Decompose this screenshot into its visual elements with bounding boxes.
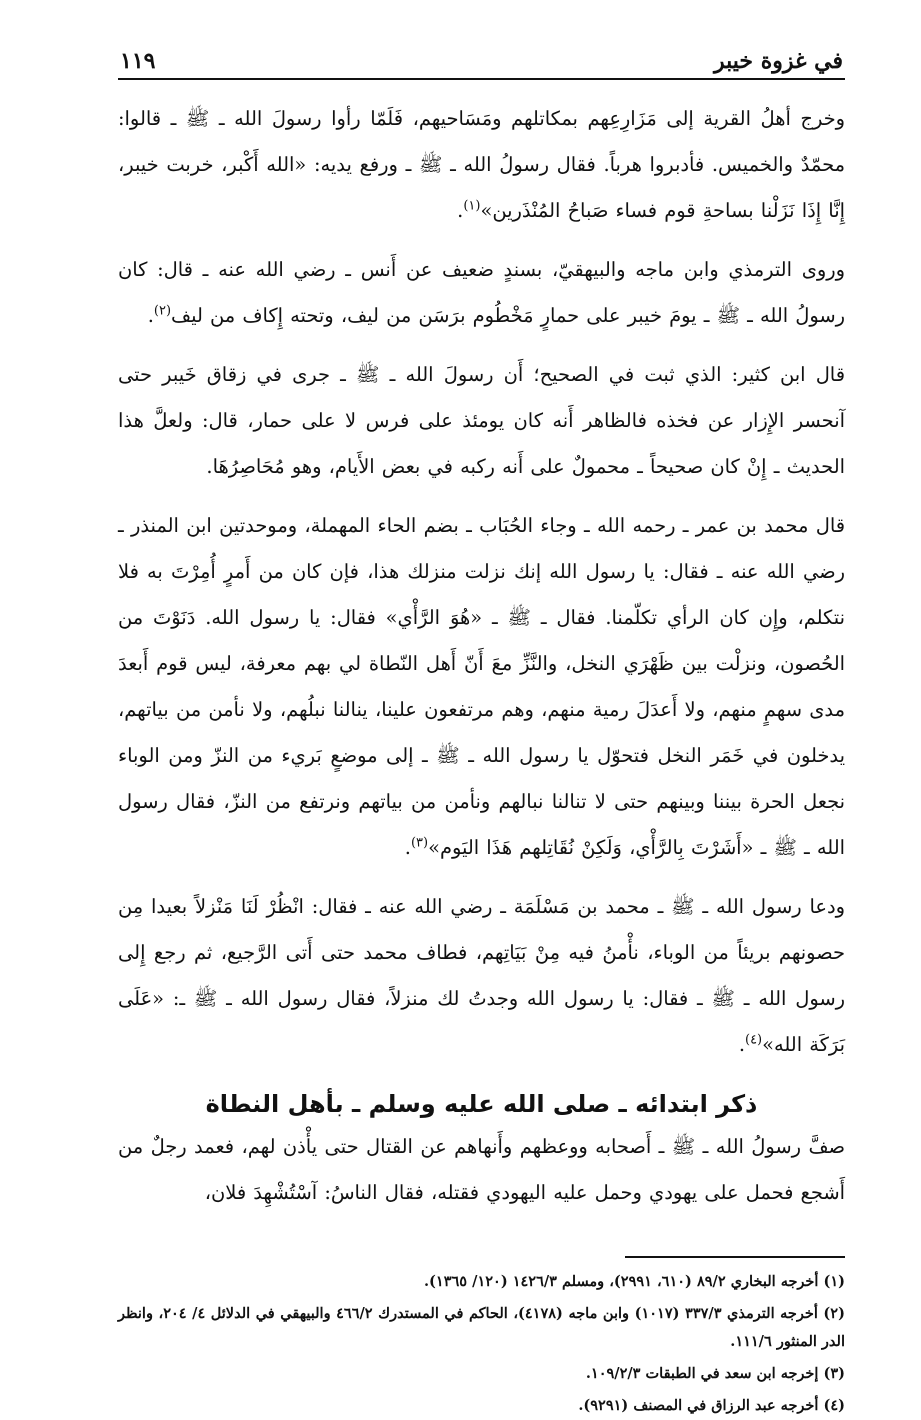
paragraph-text: قال ابن كثير: الذي ثبت في الصحيح؛ أَن رسولَ الله ـ ﷺ ـ جرى في زقاق خَيبر حتى آنحسر الإِزار عن فخذه فالظاهر أَنه كان يومئذ على فرس لا على حمار، قال: ولعلَّ هذا الحديث ـ إِنْ كان صحيحاً ـ محمولٌ على أَنه ركبه في بعض الأَيام، وهو مُحَاصِرُهَا. xyxy=(118,363,845,478)
footnote-divider xyxy=(625,1256,845,1258)
footnote: (١) أخرجه البخاري ٨٩/٢ (٦١٠، ٢٩٩١)، ومسلم ١٤٢٦/٣ (١٢٠/ ١٣٦٥). xyxy=(424,1273,845,1290)
footnote-ref: (٤) xyxy=(744,1032,763,1048)
running-title: في غزوة خيبر xyxy=(714,48,843,74)
footnote: (٤) أخرجه عبد الرزاق في المصنف (٩٢٩١). xyxy=(578,1397,845,1414)
running-header xyxy=(118,34,845,80)
paragraph: وروى الترمذي وابن ماجه والبيهقيّ، بسندٍ ضعيف عن أَنس ـ رضي الله عنه ـ قال: كان رسولُ الله ـ ﷺ ـ يومَ خيبر على حمارٍ مَخْطُوم برَسَن من ليف، وتحته إِكاف من ليف$^{(٢)}$. xyxy=(118,258,845,327)
paragraph-text: ودعا رسول الله ـ ﷺ ـ محمد بن مَسْلَمَة ـ رضي الله عنه ـ فقال: انْظُرْ لَنَا مَنْزلاً بعيدا مِن حصونهم بريئاً من الوباء، نأْمنُ فيه مِنْ بَيَاتِهم، فطاف محمد حتى أَتى الرَّجيع، ثم رجع إِلى رسول الله ـ ﷺ ـ فقال: يا رسول الله وجدتُ لك منزلاً، فقال رسول الله ـ ﷺ ـ: «عَلَى بَرَكَة الله» xyxy=(118,895,845,1056)
paragraph: قال محمد بن عمر ـ رحمه الله ـ وجاء الحُبَاب ـ بضم الحاء المهملة، وموحدتين ابن المنذر ـ رضي الله عنه ـ فقال: يا رسول الله إنك نزلت منزلك هذا، فإن كان من أَمرٍ أُمِرْتَ به فلا نتكلم، وإِن كان الرأي تكلّمنا. فقال ـ ﷺ ـ «هُوَ الرَّأْي» فقال: يا رسول الله. دَنَوْتَ من الحُصون، ونزلْت بين ظَهْرَي النخل، والنَّزِّ معَ أَنّ أَهل النّطاة لي بهم معرفة، ليس قوم أَبعدَ مدى سهمٍ منهم، ولا أَعدَلَ رمية منهم، وهم مرتفعون علينا، ينالنا نبلُهم، ولا نأمن من بياتهم، يدخلون في خَمَر النخل فتحوّل يا رسول الله ـ ﷺ ـ إلى موضعٍ بَريء من النزّ ومن الوباء نجعل الحرة بيننا وبينهم حتى لا تنالنا نبالهم ونأمن من بياتهم ونرتفع من النزّ، فقال رسول الله ـ ﷺ ـ «أَشَرْتَ بِالرَّأْي، وَلَكِنْ نُقَاتِلهم هَذَا اليَوم»$^{(٣)}$. xyxy=(118,514,845,859)
paragraph-text: وخرج أهلُ القرية إلى مَزَارِعِهم بمكاتلهم ومَسَاحيهم، فَلَمّا رأوا رسولَ الله ـ ﷺ ـ قالوا: محمّدٌ والخميس. فأدبروا هرباً. فقال رسولُ الله ـ ﷺ ـ ورفع يديه: «الله أَكْبر، خربت خيبر، إِنَّا إِذَا نَزَلْنا بساحةِ قوم فساء صَباحُ المُنْذَرين» xyxy=(118,107,845,222)
paragraph-text: وروى الترمذي وابن ماجه والبيهقيّ، بسندٍ ضعيف عن أَنس ـ رضي الله عنه ـ قال: كان رسولُ الله ـ ﷺ ـ يومَ خيبر على حمارٍ مَخْطُوم برَسَن من ليف، وتحته إِكاف من ليف xyxy=(118,258,845,327)
footnote-ref: (١) xyxy=(463,198,481,214)
footnote-ref: (٣) xyxy=(410,835,429,851)
body-text xyxy=(118,96,845,1216)
paragraph: وخرج أهلُ القرية إلى مَزَارِعِهم بمكاتلهم ومَسَاحيهم، فَلَمّا رأوا رسولَ الله ـ ﷺ ـ قالوا: محمّدٌ والخميس. فأدبروا هرباً. فقال رسولُ الله ـ ﷺ ـ ورفع يديه: «الله أَكْبر، خربت خيبر، إِنَّا إِذَا نَزَلْنا بساحةِ قوم فساء صَباحُ المُنْذَرين»$^{(١)}$. xyxy=(118,107,845,222)
footnote: (٢) أخرجه الترمذي ٣٣٧/٣ (١٠١٧) وابن ماجه (٤١٧٨)، الحاكم في المستدرك ٤٦٦/٢ والبيهقي في الدلائل ٤/ ٢٠٤، وانظر الدر المنثور ١١١/٦. xyxy=(118,1305,845,1350)
footnote-ref: (٢) xyxy=(153,303,172,319)
paragraph xyxy=(118,352,845,490)
section-heading: ذكر ابتدائه ـ صلى الله عليه وسلم ـ بأهل النطاة xyxy=(205,1090,758,1118)
footnotes xyxy=(118,1268,845,1420)
paragraph: ودعا رسول الله ـ ﷺ ـ محمد بن مَسْلَمَة ـ رضي الله عنه ـ فقال: انْظُرْ لَنَا مَنْزلاً بعيدا مِن حصونهم بريئاً من الوباء، نأْمنُ فيه مِنْ بَيَاتِهم، فطاف محمد حتى أَتى الرَّجيع، ثم رجع إِلى رسول الله ـ ﷺ ـ فقال: يا رسول الله وجدتُ لك منزلاً، فقال رسول الله ـ ﷺ ـ: «عَلَى بَرَكَة الله»$^{(٤)}$. xyxy=(118,895,845,1056)
paragraph-text: قال محمد بن عمر ـ رحمه الله ـ وجاء الحُبَاب ـ بضم الحاء المهملة، وموحدتين ابن المنذر ـ رضي الله عنه ـ فقال: يا رسول الله إنك نزلت منزلك هذا، فإن كان من أَمرٍ أُمِرْتَ به فلا نتكلم، وإِن كان الرأي تكلّمنا. فقال ـ ﷺ ـ «هُوَ الرَّأْي» فقال: يا رسول الله. دَنَوْتَ من الحُصون، ونزلْت بين ظَهْرَي النخل، والنَّزِّ معَ أَنّ أَهل النّطاة لي بهم معرفة، ليس قوم أَبعدَ مدى سهمٍ منهم، ولا أَعدَلَ رمية منهم، وهم مرتفعون علينا، ينالنا نبلُهم، ولا نأمن من بياتهم، يدخلون في خَمَر النخل فتحوّل يا رسول الله ـ ﷺ ـ إلى موضعٍ بَريء من النزّ ومن الوباء نجعل الحرة بيننا وبينهم حتى لا تنالنا نبالهم ونأمن من بياتهم ونرتفع من النزّ، فقال رسول الله ـ ﷺ ـ «أَشَرْتَ بِالرَّأْي، وَلَكِنْ نُقَاتِلهم هَذَا اليَوم» xyxy=(118,514,845,859)
section-paragraph: صفَّ رسولُ الله ـ ﷺ ـ أَصحابه ووعظهم وأَنهاهم عن القتال حتى يأْذن لهم، فعمد رجلٌ من أَشجع فحمل على يهودي وحمل عليه اليهودي فقتله، فقال الناسُ: آسْتُشْهِدَ فلان، xyxy=(118,1135,845,1204)
page-number: ١١٩ xyxy=(120,48,156,74)
footnote: (٣) إخرجه ابن سعد في الطبقات ١٠٩/٢/٣. xyxy=(585,1365,845,1382)
